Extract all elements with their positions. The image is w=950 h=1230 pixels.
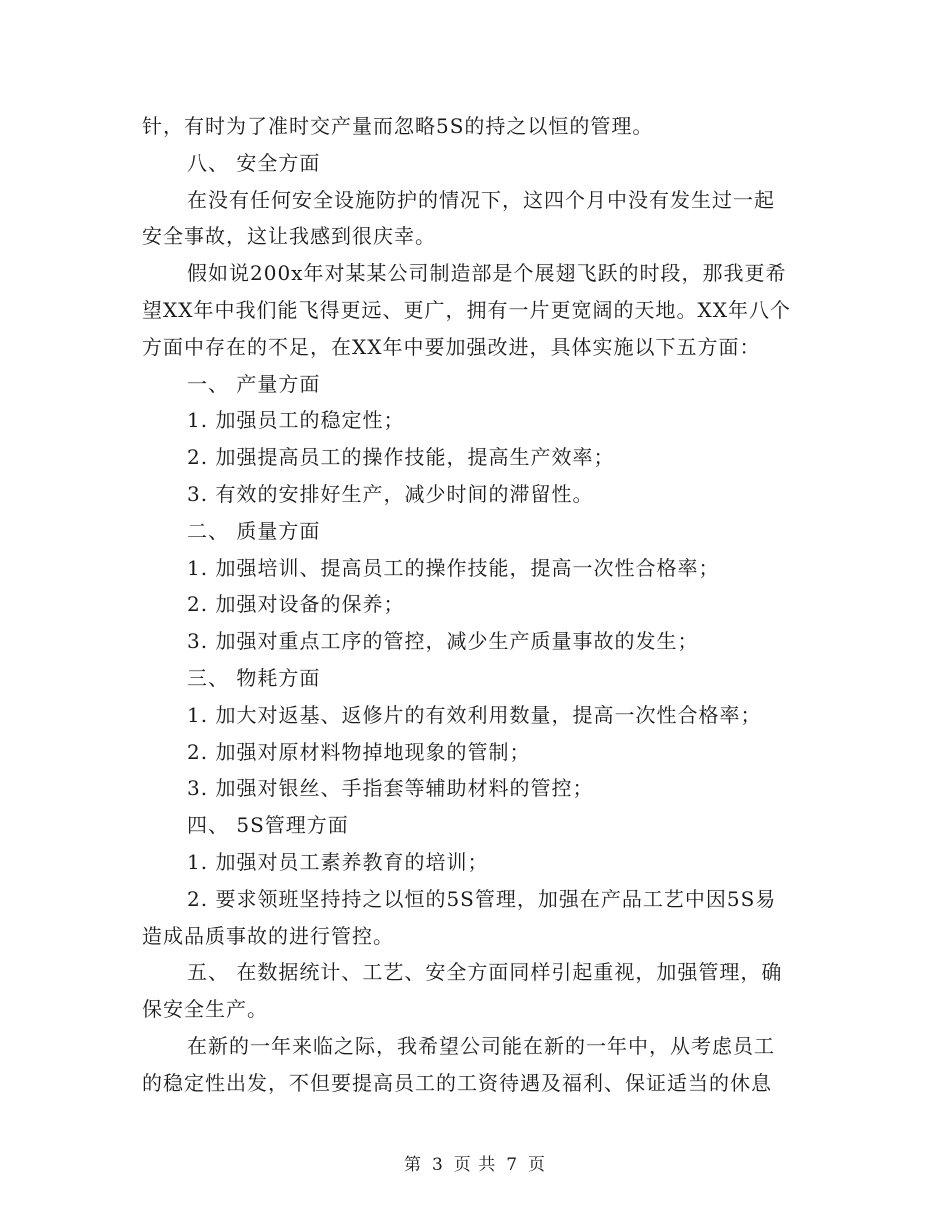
text-line: 的稳定性出发，不但要提高员工的工资待遇及福利、保证适当的休息 xyxy=(142,1070,772,1095)
text-line: 二、 质量方面 xyxy=(187,518,321,543)
text-line: 3. 有效的安排好生产，减少时间的滞留性。 xyxy=(187,481,594,506)
text-line: 1. 加强培训、提高员工的操作技能，提高一次性合格率； xyxy=(187,555,720,580)
footer-current-page: 3 xyxy=(431,1155,444,1175)
footer-total-pages: 7 xyxy=(506,1155,519,1175)
text-line: 1. 加大对返基、返修片的有效利用数量，提高一次性合格率； xyxy=(187,702,762,727)
text-line: 八、 安全方面 xyxy=(187,150,321,175)
text-line: 2. 加强对设备的保养； xyxy=(187,592,405,617)
page-footer xyxy=(0,1150,950,1175)
text-line: 保安全生产。 xyxy=(142,997,268,1022)
text-line: 方面中存在的不足，在XX年中要加强改进，具体实施以下五方面： xyxy=(142,334,761,359)
text-line: 三、 物耗方面 xyxy=(187,665,321,690)
text-line: 造成品质事故的进行管控。 xyxy=(142,923,394,948)
document-body xyxy=(142,108,810,1102)
text-line: 望XX年中我们能飞得更远、更广，拥有一片更宽阔的天地。XX年八个 xyxy=(142,297,791,322)
text-line: 四、 5S管理方面 xyxy=(187,813,349,838)
text-line: 1. 加强员工的稳定性； xyxy=(187,408,405,433)
text-line: 在新的一年来临之际，我希望公司能在新的一年中，从考虑员工 xyxy=(187,1033,775,1058)
footer-mid: 页 共 xyxy=(453,1155,497,1175)
text-line: 五、 在数据统计、工艺、安全方面同样引起重视，加强管理，确 xyxy=(187,960,783,985)
text-line: 一、 产量方面 xyxy=(187,371,321,396)
text-line: 3. 加强对重点工序的管控，减少生产质量事故的发生； xyxy=(187,629,699,654)
text-line: 2. 加强对原材料物掉地现象的管制； xyxy=(187,739,531,764)
footer-prefix: 第 xyxy=(403,1155,422,1175)
text-line: 在没有任何安全设施防护的情况下，这四个月中没有发生过一起 xyxy=(187,187,775,212)
text-line: 2. 要求领班坚持持之以恒的5S管理，加强在产品工艺中因5S易 xyxy=(187,886,777,911)
text-line: 假如说200x年对某某公司制造部是个展翅飞跃的时段，那我更希 xyxy=(187,261,787,286)
text-line: 2. 加强提高员工的操作技能，提高生产效率； xyxy=(187,445,615,470)
text-line: 3. 加强对银丝、手指套等辅助材料的管控； xyxy=(187,776,594,801)
text-line: 1. 加强对员工素养教育的培训； xyxy=(187,849,489,874)
text-line: 针，有时为了准时交产量而忽略5S的持之以恒的管理。 xyxy=(142,114,654,138)
footer-suffix: 页 xyxy=(528,1155,547,1175)
text-line: 安全事故，这让我感到很庆幸。 xyxy=(142,224,436,249)
